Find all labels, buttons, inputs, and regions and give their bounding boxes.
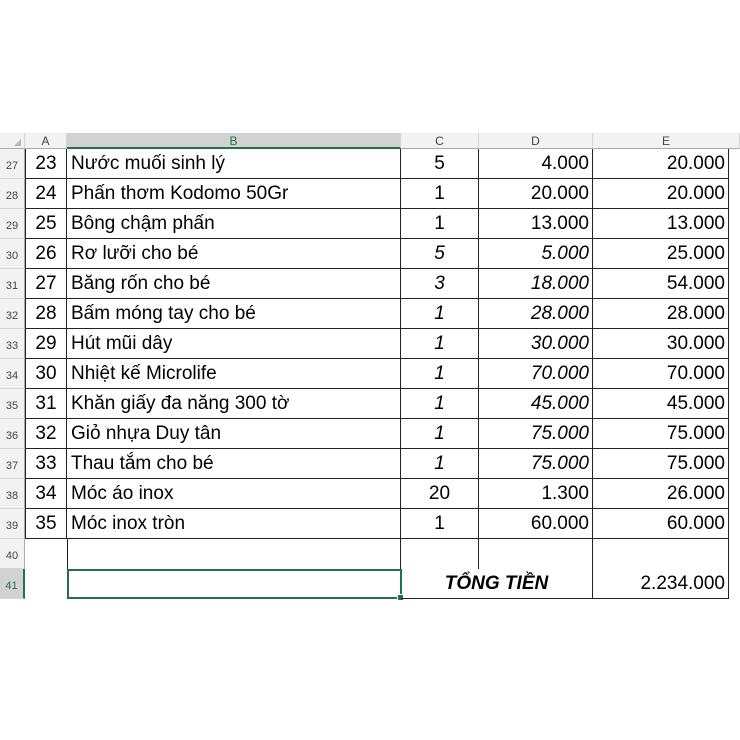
cell-item-name[interactable]: Băng rốn cho bé bbox=[67, 269, 401, 299]
cell-quantity[interactable]: 1 bbox=[401, 329, 479, 359]
row-header[interactable]: 30 bbox=[0, 239, 25, 269]
cell-line-total[interactable]: 54.000 bbox=[593, 269, 729, 299]
table-row bbox=[0, 419, 740, 449]
cell-quantity[interactable]: 1 bbox=[401, 359, 479, 389]
cell-line-total[interactable]: 13.000 bbox=[593, 209, 729, 239]
cell-item-name[interactable]: Móc áo inox bbox=[67, 479, 401, 509]
cell-unit-price[interactable]: 5.000 bbox=[479, 239, 593, 269]
select-all-corner[interactable] bbox=[0, 133, 25, 149]
cell-unit-price[interactable]: 75.000 bbox=[479, 419, 593, 449]
cell-stt[interactable]: 34 bbox=[25, 479, 67, 509]
cell-line-total[interactable]: 75.000 bbox=[593, 449, 729, 479]
cell-stt[interactable]: 25 bbox=[25, 209, 67, 239]
select-all-triangle-icon bbox=[14, 139, 21, 146]
cell-line-total[interactable]: 28.000 bbox=[593, 299, 729, 329]
row-header[interactable]: 41 bbox=[0, 569, 25, 599]
row-header[interactable]: 29 bbox=[0, 209, 25, 239]
cell-line-total[interactable]: 20.000 bbox=[593, 149, 729, 179]
row-header[interactable]: 40 bbox=[0, 539, 25, 569]
row-header[interactable]: 31 bbox=[0, 269, 25, 299]
row-header[interactable]: 35 bbox=[0, 389, 25, 419]
cell-line-total[interactable]: 75.000 bbox=[593, 419, 729, 449]
cell-quantity[interactable]: 1 bbox=[401, 179, 479, 209]
cell-quantity[interactable]: 1 bbox=[401, 419, 479, 449]
empty-cell[interactable] bbox=[479, 539, 593, 569]
row-header[interactable]: 32 bbox=[0, 299, 25, 329]
empty-cell[interactable] bbox=[401, 539, 479, 569]
cell-unit-price[interactable]: 28.000 bbox=[479, 299, 593, 329]
cell-line-total[interactable]: 25.000 bbox=[593, 239, 729, 269]
cell-item-name[interactable]: Nhiệt kế Microlife bbox=[67, 359, 401, 389]
cell-line-total[interactable]: 30.000 bbox=[593, 329, 729, 359]
row-header[interactable]: 28 bbox=[0, 179, 25, 209]
cell-unit-price[interactable]: 30.000 bbox=[479, 329, 593, 359]
row-header[interactable]: 27 bbox=[0, 149, 25, 179]
cell-item-name[interactable]: Rơ lưỡi cho bé bbox=[67, 239, 401, 269]
cell-stt[interactable]: 29 bbox=[25, 329, 67, 359]
table-row-empty bbox=[0, 539, 740, 569]
cell-quantity[interactable]: 5 bbox=[401, 149, 479, 179]
cell-unit-price[interactable]: 75.000 bbox=[479, 449, 593, 479]
column-header-c[interactable]: C bbox=[401, 133, 479, 149]
cell-quantity[interactable]: 1 bbox=[401, 449, 479, 479]
cell-quantity[interactable]: 20 bbox=[401, 479, 479, 509]
cell-line-total[interactable]: 45.000 bbox=[593, 389, 729, 419]
cell-item-name[interactable]: Khăn giấy đa năng 300 tờ bbox=[67, 389, 401, 419]
cell-stt[interactable]: 24 bbox=[25, 179, 67, 209]
cell-item-name[interactable]: Phấn thơm Kodomo 50Gr bbox=[67, 179, 401, 209]
cell-unit-price[interactable]: 18.000 bbox=[479, 269, 593, 299]
cell-stt[interactable]: 31 bbox=[25, 389, 67, 419]
cell-stt[interactable]: 33 bbox=[25, 449, 67, 479]
row-header[interactable]: 37 bbox=[0, 449, 25, 479]
cell-stt[interactable]: 28 bbox=[25, 299, 67, 329]
column-header-e[interactable]: E bbox=[593, 133, 740, 149]
cell-unit-price[interactable]: 45.000 bbox=[479, 389, 593, 419]
cell-item-name[interactable]: Bông chậm phấn bbox=[67, 209, 401, 239]
table-row bbox=[0, 449, 740, 479]
cell-line-total[interactable]: 70.000 bbox=[593, 359, 729, 389]
table-row bbox=[0, 509, 740, 539]
cell-stt[interactable]: 26 bbox=[25, 239, 67, 269]
row-header[interactable]: 33 bbox=[0, 329, 25, 359]
cell-unit-price[interactable]: 20.000 bbox=[479, 179, 593, 209]
row-header[interactable]: 34 bbox=[0, 359, 25, 389]
cell-quantity[interactable]: 1 bbox=[401, 209, 479, 239]
row-header[interactable]: 38 bbox=[0, 479, 25, 509]
table-row bbox=[0, 269, 740, 299]
cell-quantity[interactable]: 1 bbox=[401, 299, 479, 329]
cell-item-name[interactable]: Thau tắm cho bé bbox=[67, 449, 401, 479]
cell-item-name[interactable]: Móc inox tròn bbox=[67, 509, 401, 539]
cell-item-name[interactable]: Giỏ nhựa Duy tân bbox=[67, 419, 401, 449]
cell-unit-price[interactable]: 70.000 bbox=[479, 359, 593, 389]
cell-line-total[interactable]: 26.000 bbox=[593, 479, 729, 509]
cell-unit-price[interactable]: 13.000 bbox=[479, 209, 593, 239]
cell-line-total[interactable]: 20.000 bbox=[593, 179, 729, 209]
table-row bbox=[0, 389, 740, 419]
empty-cell[interactable] bbox=[67, 539, 401, 569]
table-row bbox=[0, 359, 740, 389]
table-row bbox=[0, 479, 740, 509]
selected-cell-b41[interactable] bbox=[67, 569, 402, 599]
table-row bbox=[0, 209, 740, 239]
cell-item-name[interactable]: Bấm móng tay cho bé bbox=[67, 299, 401, 329]
total-row bbox=[0, 569, 740, 599]
table-row bbox=[0, 299, 740, 329]
cell-item-name[interactable]: Hút mũi dây bbox=[67, 329, 401, 359]
cell-stt[interactable]: 27 bbox=[25, 269, 67, 299]
column-header-d[interactable]: D bbox=[479, 133, 593, 149]
cell-unit-price[interactable]: 1.300 bbox=[479, 479, 593, 509]
cell-line-total[interactable]: 60.000 bbox=[593, 509, 729, 539]
cell-item-name[interactable]: Nước muối sinh lý bbox=[67, 149, 401, 179]
cell-stt[interactable]: 30 bbox=[25, 359, 67, 389]
total-value[interactable]: 2.234.000 bbox=[593, 569, 729, 599]
total-label[interactable]: TỔNG TIỀN bbox=[401, 569, 593, 599]
table-row bbox=[0, 149, 740, 179]
cell-quantity[interactable]: 3 bbox=[401, 269, 479, 299]
table-row bbox=[0, 239, 740, 269]
column-header-a[interactable]: A bbox=[25, 133, 67, 149]
cell-unit-price[interactable]: 4.000 bbox=[479, 149, 593, 179]
row-header[interactable]: 39 bbox=[0, 509, 25, 539]
column-header-row bbox=[0, 133, 740, 149]
cell-quantity[interactable]: 5 bbox=[401, 239, 479, 269]
empty-cell[interactable] bbox=[593, 539, 729, 569]
row-header[interactable]: 36 bbox=[0, 419, 25, 449]
cell-stt[interactable]: 32 bbox=[25, 419, 67, 449]
cell-quantity[interactable]: 1 bbox=[401, 509, 479, 539]
table-row bbox=[0, 329, 740, 359]
cell-unit-price[interactable]: 60.000 bbox=[479, 509, 593, 539]
cell-quantity[interactable]: 1 bbox=[401, 389, 479, 419]
cell-stt[interactable]: 35 bbox=[25, 509, 67, 539]
column-header-b[interactable]: B bbox=[67, 133, 401, 149]
table-row bbox=[0, 179, 740, 209]
cell-stt[interactable]: 23 bbox=[25, 149, 67, 179]
